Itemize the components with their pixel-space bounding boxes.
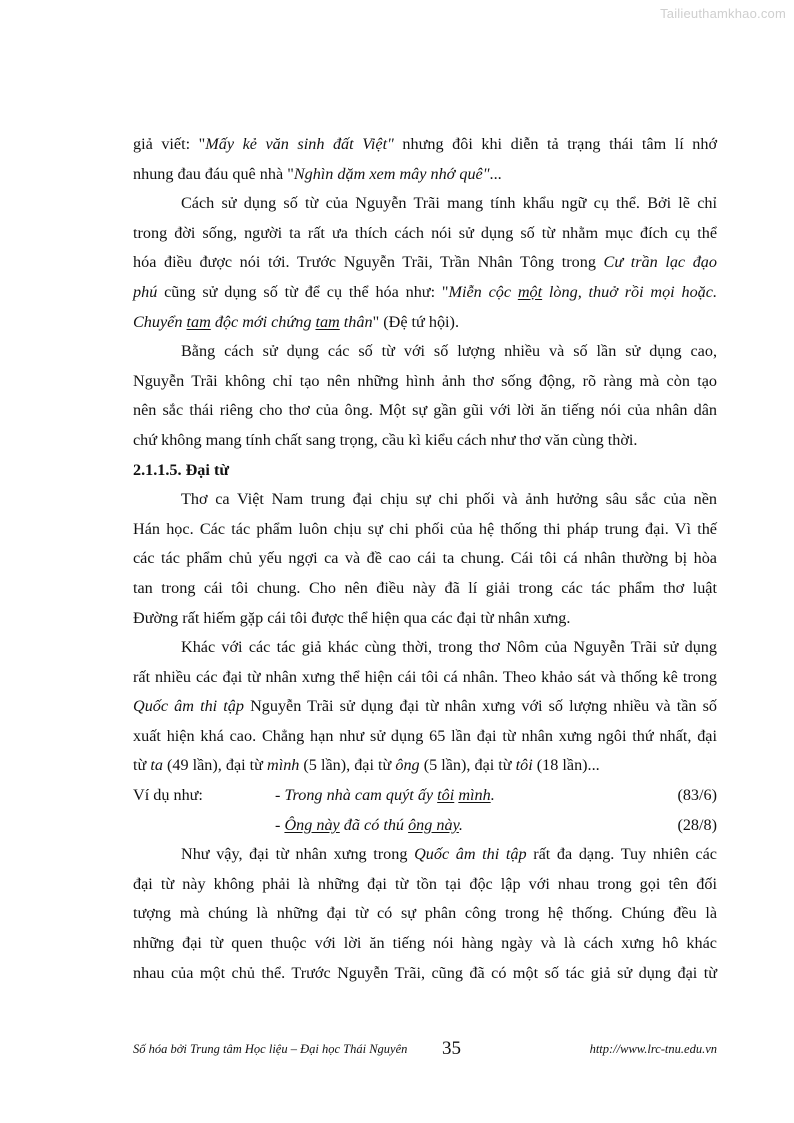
text: (18 lần)... <box>532 756 600 775</box>
paragraph-6 <box>133 840 717 988</box>
text-line: rất nhiều các đại từ nhân xưng thể hiện cái tôi cá nhân. Theo khảo sát và thống kê trong <box>133 667 717 686</box>
text-line: Đường rất hiếm gặp cái tôi được thể hiện qua các đại từ nhân xưng. <box>133 608 571 627</box>
paragraph-4 <box>133 485 717 633</box>
book-title: Cư trần lạc đạo <box>603 253 717 272</box>
book-title: phú <box>133 282 158 301</box>
footer-credit: Số hóa bởi Trung tâm Học liệu – Đại học Thái Nguyên <box>133 1042 408 1056</box>
paragraph-3 <box>133 337 717 455</box>
text-line: đại từ này không phải là những đại từ tồn tại độc lập với nhau trong gọi tên đối <box>133 874 717 893</box>
quote: Nghìn dặm xem mây nhớ quê" <box>293 164 490 183</box>
text-line: Bằng cách sử dụng các số từ với số lượng nhiều và số lần sử dụng cao, <box>181 342 717 361</box>
example-text <box>275 781 495 811</box>
text: từ <box>133 756 151 775</box>
footer-url[interactable]: http://www.lrc-tnu.edu.vn <box>589 1042 717 1056</box>
verse: . <box>458 815 463 834</box>
text-line: xuất hiện khá cao. Chẳng hạn như sử dụng 65 lần đại từ nhân xưng ngôi thứ nhất, đại <box>133 726 717 745</box>
paragraph-5 <box>133 633 717 781</box>
quote: Chuyển <box>133 312 187 331</box>
watermark: Tailieuthamkhao.com <box>660 6 786 21</box>
text-line: nhau của một chủ thể. Trước Nguyễn Trãi, cũng đã có một số tác giả sử dụng đại từ <box>133 963 717 982</box>
page-number: 35 <box>442 1038 461 1059</box>
book-title: Quốc âm thi tập <box>414 845 527 864</box>
text-line: tượng mà chúng là những đại từ có sự phân công trong hệ thống. Chúng đều là <box>133 904 717 923</box>
verse-underlined: mình <box>458 786 491 805</box>
quote: Mấy kẻ văn sinh đất Việt" <box>205 135 394 153</box>
quote: Miễn cộc <box>448 282 518 301</box>
paragraph-2 <box>133 189 717 337</box>
example-row-2 <box>133 811 717 841</box>
quote-underlined: tam <box>315 312 340 331</box>
text-line: Cách sử dụng số từ của Nguyễn Trãi mang tính khẩu ngữ cụ thể. Bởi lẽ chỉ <box>181 194 717 213</box>
verse-underlined: ông này <box>408 815 459 834</box>
dash: - <box>275 786 285 805</box>
text: (5 lần), đại từ <box>419 756 516 775</box>
verse: . <box>490 786 495 805</box>
verse-underlined: tôi <box>437 786 455 805</box>
text-line: những đại từ quen thuộc với lời ăn tiếng nói hàng ngày và là cách xưng hô khác <box>133 934 717 953</box>
quote-underlined: tam <box>186 312 211 331</box>
page-footer <box>133 1038 717 1062</box>
text-line: trong đời sống, người ta rất ưa thích cách nói sử dụng số từ nhằm mục đích cụ thể <box>133 223 717 242</box>
text-line: nên sắc thái riêng cho thơ của ông. Một sự gần gũi với lời ăn tiếng nói của nhân dân <box>133 401 717 420</box>
pronoun: mình <box>267 756 300 775</box>
text: ... <box>489 164 502 183</box>
example-label: Ví dụ như: <box>133 786 203 805</box>
pronoun: ông <box>395 756 420 775</box>
text: Nguyễn Trãi sử dụng đại từ nhân xưng với số lượng nhiều và tần số <box>243 697 717 716</box>
text-line: Khác với các tác giả khác cùng thời, trong thơ Nôm của Nguyễn Trãi sử dụng <box>181 638 717 657</box>
book-title: Quốc âm thi tập <box>133 697 244 716</box>
text-line: Nguyễn Trãi không chỉ tạo nên những hình ảnh thơ sống động, rõ ràng mà còn tạo <box>133 371 717 390</box>
text-line: chứ không mang tính chất sang trọng, cầu kì kiểu cách như thơ văn cùng thời. <box>133 430 638 449</box>
section-heading: 2.1.1.5. Đại từ <box>133 460 230 479</box>
text: nhưng đôi khi diễn tả trạng thái tâm lí nhớ <box>393 135 718 153</box>
quote: lòng, thuở rồi mọi hoặc. <box>542 282 717 301</box>
text-line: Hán học. Các tác phẩm luôn chịu sự chi phối của hệ thống thi pháp trung đại. Vì thế <box>133 519 717 538</box>
page-body <box>133 130 717 988</box>
paragraph-1 <box>133 130 717 189</box>
text: giả viết: " <box>133 135 206 153</box>
text: Như vậy, đại từ nhân xưng trong <box>181 845 415 864</box>
text-line: tan trong cái tôi chung. Cho nên điều này đã lí giải trong các tác phẩm thơ luật <box>133 578 717 597</box>
text-line: các tác phẩm chủ yếu ngợi ca và đề cao cái ta chung. Cái tôi cá nhân thường bị hòa <box>133 549 717 568</box>
pronoun: ta <box>150 756 163 775</box>
quote: thân <box>339 312 373 331</box>
example-row-1 <box>133 781 717 811</box>
example-reference: (28/8) <box>677 815 717 834</box>
verse: Trong nhà cam quýt ấy <box>284 786 438 805</box>
text-line: Thơ ca Việt Nam trung đại chịu sự chi phối và ảnh hưởng sâu sắc của nền <box>181 490 717 509</box>
text: hóa điều được nói tới. Trước Nguyễn Trãi, Trần Nhân Tông trong <box>133 253 604 272</box>
text: (49 lần), đại từ <box>162 756 267 775</box>
pronoun: tôi <box>515 756 533 775</box>
text: nhung đau đáu quê nhà " <box>133 164 294 183</box>
example-text <box>275 811 463 841</box>
text: rất đa dạng. Tuy nhiên các <box>526 845 717 864</box>
text: (5 lần), đại từ <box>299 756 396 775</box>
quote-underlined: một <box>517 282 543 301</box>
dash: - <box>275 815 285 834</box>
quote: độc mới chứng <box>210 312 316 331</box>
verse-underlined: Ông này <box>284 815 340 834</box>
text: " (Đệ tứ hội). <box>372 312 459 331</box>
example-reference: (83/6) <box>677 786 717 805</box>
text: cũng sử dụng số từ để cụ thể hóa như: " <box>157 282 449 301</box>
verse: đã có thú <box>339 815 409 834</box>
